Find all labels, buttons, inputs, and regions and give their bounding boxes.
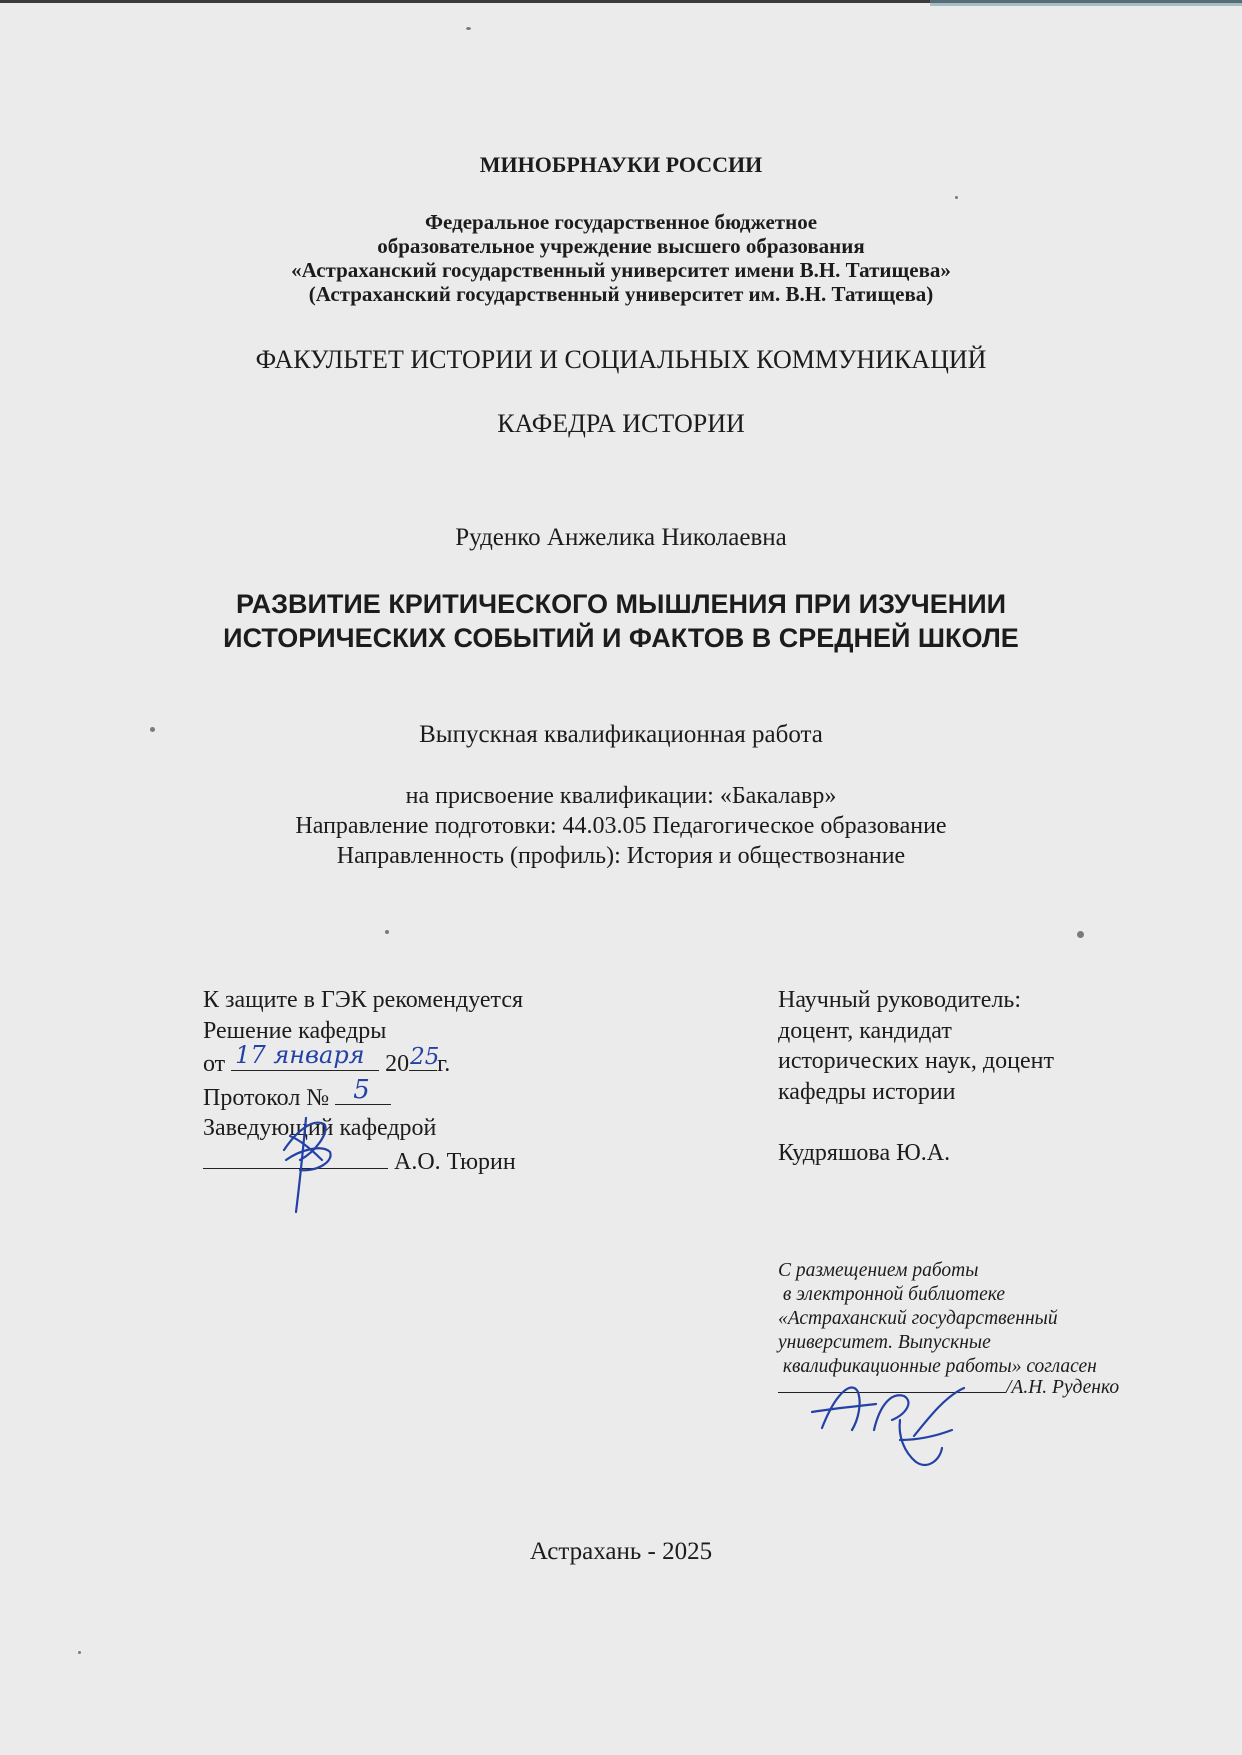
ministry-text: МИНОБРНАУКИ РОССИИ [479, 152, 763, 177]
faculty-heading: ФАКУЛЬТЕТ ИСТОРИИ И СОЦИАЛЬНЫХ КОММУНИКАЦИЙ [255, 345, 987, 374]
supervisor-line: кафедры истории [778, 1078, 956, 1105]
supervisor-line: Научный руководитель: [778, 987, 1022, 1013]
student-signature [812, 1388, 964, 1465]
year-suffix: г. [437, 1051, 451, 1077]
handwritten-year: 25 [410, 1044, 440, 1070]
handwritten-date: 17 января [235, 1041, 365, 1069]
city-and-year: Астрахань - 2025 [529, 1538, 713, 1565]
thesis-title-line: РАЗВИТИЕ КРИТИЧЕСКОГО МЫШЛЕНИЯ ПРИ ИЗУЧЕНИИ [235, 589, 1007, 619]
thesis-title-line: ИСТОРИЧЕСКИХ СОБЫТИЙ И ФАКТОВ В СРЕДНЕЙ ШКОЛЕ [223, 623, 1019, 653]
work-type: Выпускная квалификационная работа [419, 721, 823, 748]
qualification-line: Направление подготовки: 44.03.05 Педагогическое образование [295, 813, 947, 839]
supervisor-name: Кудряшова Ю.А. [778, 1139, 951, 1166]
consent-line: С размещением работы [778, 1260, 979, 1281]
qualification-line: на присвоение квалификации: «Бакалавр» [405, 783, 837, 809]
consent-line: в электронной библиотеке [778, 1284, 1006, 1305]
defense-recommended: К защите в ГЭК рекомендуется [203, 987, 524, 1013]
head-of-department-name: А.О. Тюрин [394, 1148, 516, 1175]
consent-line: «Астраханский государственный [778, 1308, 1058, 1329]
author-name: Руденко Анжелика Николаевна [455, 524, 787, 551]
date-prefix: от [203, 1051, 226, 1077]
head-signature [284, 1118, 331, 1212]
department-heading: КАФЕДРА ИСТОРИИ [497, 409, 745, 438]
organization-line: образовательное учреждение высшего образования [377, 234, 865, 258]
department-decision: Решение кафедры [203, 1017, 387, 1044]
year-prefix: 20 [385, 1051, 410, 1077]
organization-line: «Астраханский государственный университет имени В.Н. Татищева» [291, 258, 951, 282]
consent-signature-name: /А.Н. Руденко [1006, 1377, 1120, 1398]
protocol-label: Протокол № [203, 1084, 330, 1111]
qualification-line: Направленность (профиль): История и обществознание [336, 843, 906, 869]
consent-line: квалификационные работы» согласен [778, 1356, 1097, 1377]
organization-line: Федеральное государственное бюджетное [424, 210, 818, 234]
consent-line: университет. Выпускные [778, 1332, 991, 1353]
head-of-department-label: Заведующий кафедрой [203, 1115, 437, 1141]
handwritten-protocol-number: 5 [353, 1074, 370, 1105]
organization-line: (Астраханский государственный университет им. В.Н. Татищева) [308, 282, 934, 306]
supervisor-line: исторических наук, доцент [778, 1048, 1054, 1074]
supervisor-line: доцент, кандидат [778, 1017, 952, 1044]
